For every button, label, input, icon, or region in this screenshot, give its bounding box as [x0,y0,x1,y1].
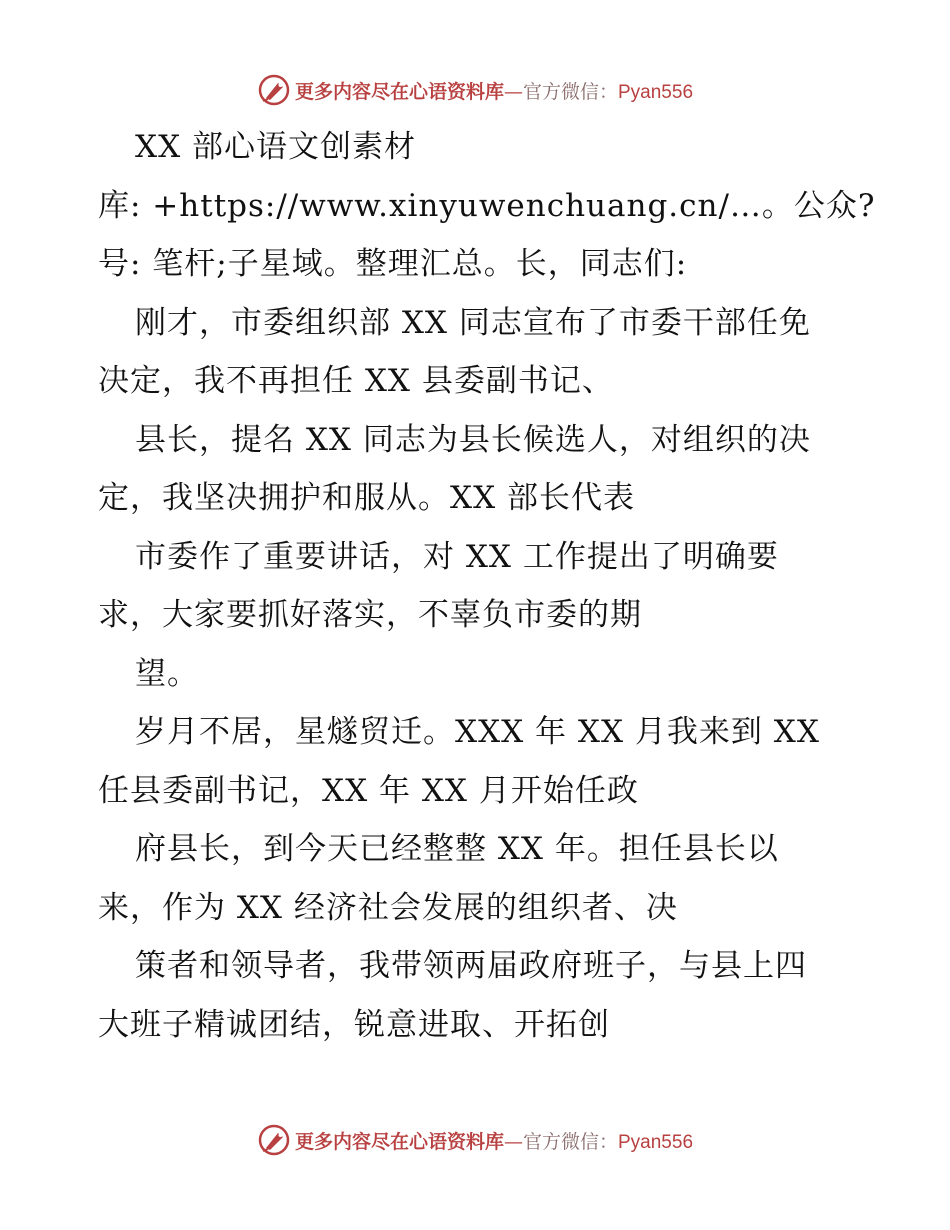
header-banner [0,70,950,110]
text-line: 号: 笔杆;子星域。整理汇总。长，同志们: [98,246,688,282]
text-line: 刚才，市委组织部 XX 同志宣布了市委干部任免 [135,304,811,341]
text-line: 岁月不居，星燧贸迁。XXX 年 XX 月我来到 XX [135,714,820,750]
text-line: 来，作为 XX 经济社会发展的组织者、决 [98,889,678,926]
text-line: 库: +https://www.xinyuwenchuang.cn/…。公众? [98,187,876,224]
header-banner-sep: — [503,80,523,103]
text-line: 定，我坚决拥护和服从。XX 部长代表 [98,480,635,516]
text-line: 市委作了重要讲话，对 XX 工作提出了明确要 [135,538,779,575]
footer-banner-text [295,1127,693,1154]
pen-nib-logo-icon [257,73,291,107]
footer-banner-label: 官方微信： [522,1130,618,1153]
header-banner-text [295,77,693,104]
header-banner-label: 官方微信： [522,80,618,103]
pen-nib-logo-icon [257,1123,291,1157]
header-banner-main: 更多内容尽在心语资料库 [294,80,504,103]
text-line: XX 部心语文创素材 [135,129,416,165]
text-line: 求，大家要抓好落实，不辜负市委的期 [98,597,642,633]
text-line: 府县长，到今天已经整整 XX 年。担任县长以 [135,831,779,867]
text-line: 望。 [135,655,199,692]
footer-banner-id: Pyan556 [618,1131,694,1153]
text-line: 任县委副书记，XX 年 XX 月开始任政 [98,772,639,809]
text-line: 县长，提名 XX 同志为县长候选人，对组织的决 [135,421,811,458]
footer-banner-main: 更多内容尽在心语资料库 [294,1130,504,1153]
header-banner-id: Pyan556 [618,81,694,103]
text-line: 决定，我不再担任 XX 县委副书记、 [98,363,614,399]
footer-banner-sep: — [503,1130,523,1153]
footer-banner [0,1120,950,1160]
document-body [98,118,876,1054]
text-line: 策者和领导者，我带领两届政府班子，与县上四 [135,948,807,984]
text-line: 大班子精诚团结，锐意进取、开拓创 [98,1006,610,1043]
